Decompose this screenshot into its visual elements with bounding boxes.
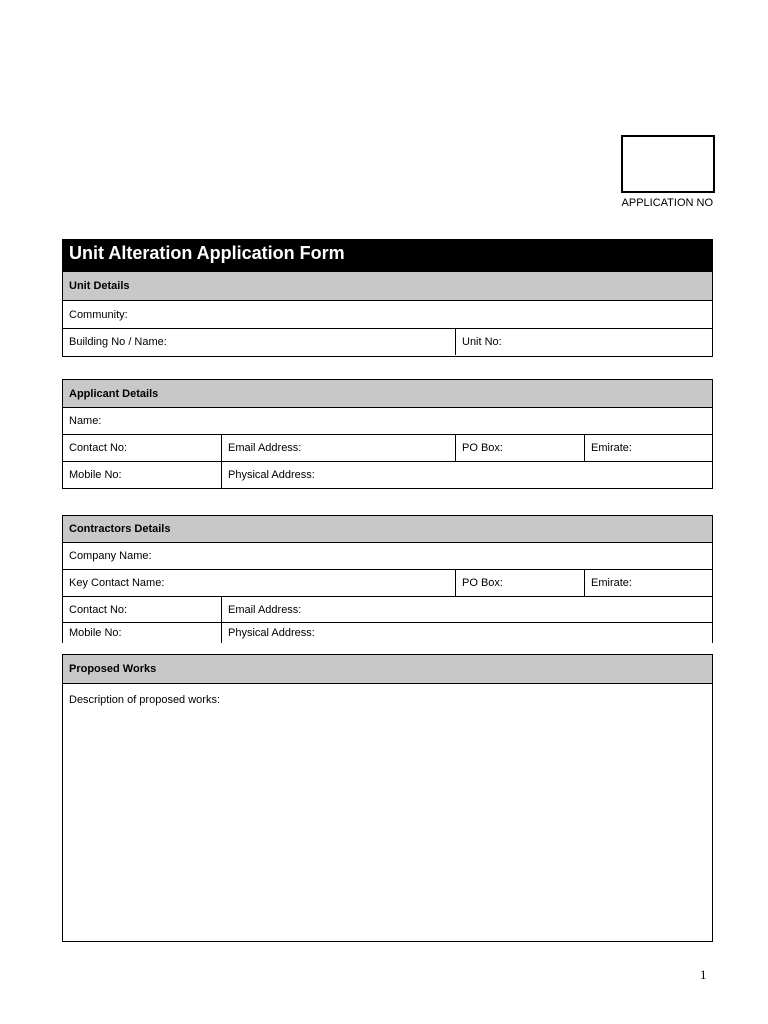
application-no-label: APPLICATION NO bbox=[621, 197, 713, 209]
company-name-field[interactable]: Company Name: bbox=[69, 550, 152, 562]
applicant-email-field[interactable]: Email Address: bbox=[222, 435, 456, 461]
unit-details-section bbox=[62, 272, 713, 357]
proposed-works-heading: Proposed Works bbox=[63, 655, 712, 684]
building-field[interactable]: Building No / Name: bbox=[63, 329, 456, 355]
application-no-box[interactable] bbox=[621, 135, 715, 193]
key-contact-field[interactable]: Key Contact Name: bbox=[63, 570, 456, 596]
contractor-email-field[interactable]: Email Address: bbox=[228, 603, 302, 616]
unit-no-field[interactable]: Unit No: bbox=[462, 336, 502, 348]
unit-details-heading: Unit Details bbox=[63, 272, 712, 301]
applicant-name-field[interactable]: Name: bbox=[69, 415, 102, 427]
applicant-emirate-field[interactable]: Emirate: bbox=[591, 442, 632, 454]
contractors-details-section bbox=[62, 515, 713, 643]
contractors-details-heading: Contractors Details bbox=[63, 516, 712, 543]
contractor-emirate-field[interactable]: Emirate: bbox=[591, 577, 632, 589]
contractor-po-box-field[interactable]: PO Box: bbox=[456, 570, 585, 596]
proposed-works-section bbox=[62, 654, 713, 942]
form-title: Unit Alteration Application Form bbox=[62, 239, 713, 272]
community-field[interactable]: Community: bbox=[69, 308, 128, 321]
applicant-details-heading: Applicant Details bbox=[63, 380, 712, 408]
page-number: 1 bbox=[700, 967, 707, 982]
contractor-address-field[interactable]: Physical Address: bbox=[228, 627, 315, 639]
applicant-details-section bbox=[62, 379, 713, 489]
applicant-mobile-field[interactable]: Mobile No: bbox=[63, 462, 222, 488]
applicant-contact-field[interactable]: Contact No: bbox=[63, 435, 222, 461]
applicant-po-box-field[interactable]: PO Box: bbox=[456, 435, 585, 461]
applicant-address-field[interactable]: Physical Address: bbox=[228, 469, 315, 481]
contractor-mobile-field[interactable]: Mobile No: bbox=[63, 623, 222, 643]
description-field[interactable]: Description of proposed works: bbox=[69, 694, 221, 706]
contractor-contact-field[interactable]: Contact No: bbox=[63, 597, 222, 622]
